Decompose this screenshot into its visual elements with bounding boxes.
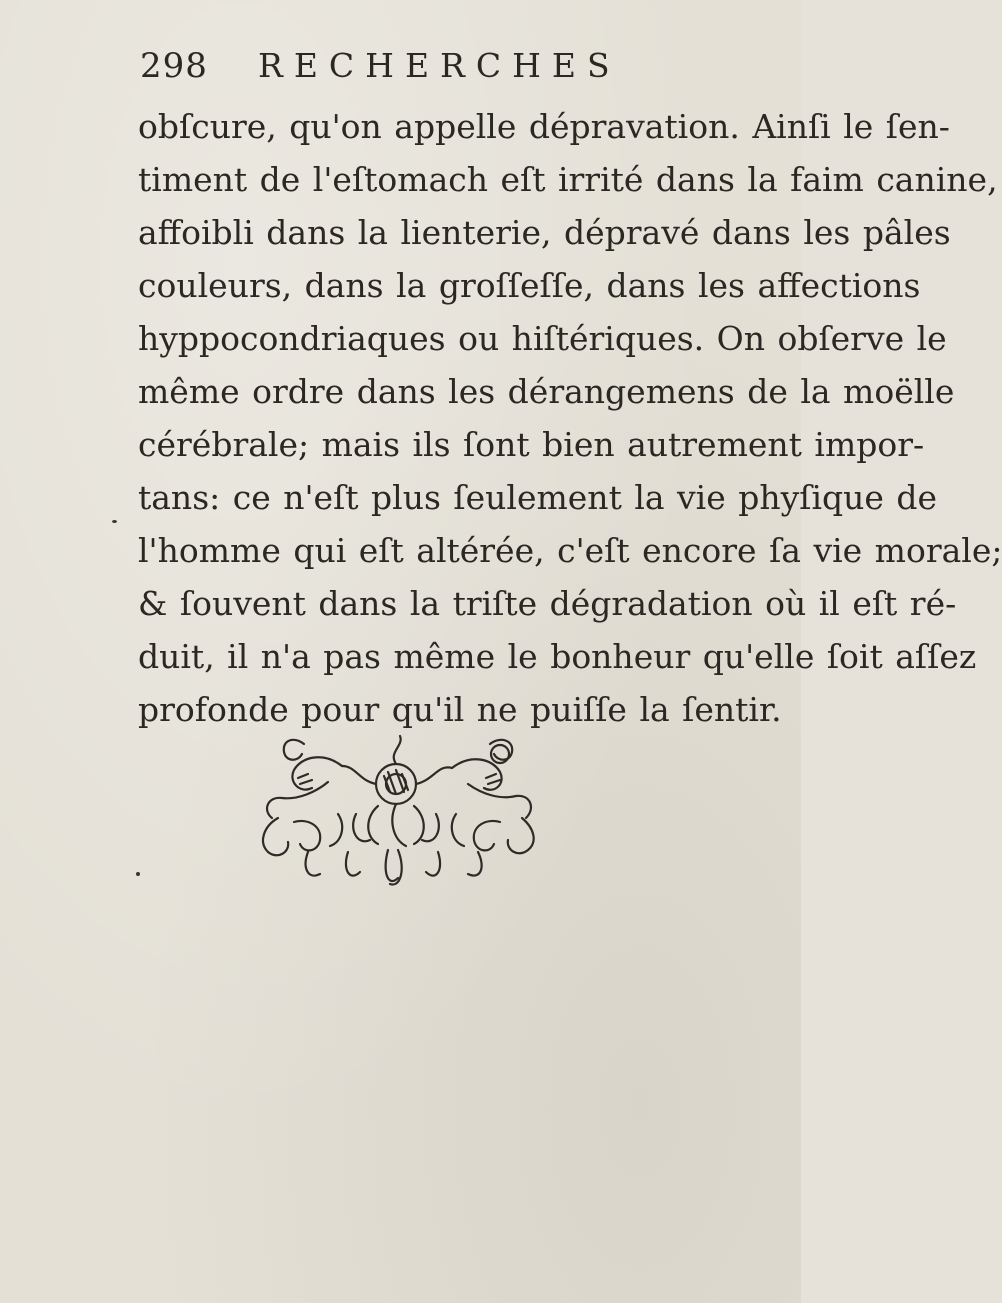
- body-text: [138, 100, 1002, 736]
- text-line: obſcure, qu'on appelle dépravation. Ainſi le ſen-: [138, 107, 950, 146]
- text-line: cérébrale; mais ils ſont bien autrement impor-: [138, 425, 925, 464]
- text-line: timent de l'eſtomach eſt irrité dans la faim canine,: [138, 160, 998, 199]
- print-speck: [112, 520, 117, 523]
- page-number: 298: [140, 46, 208, 86]
- text-line: même ordre dans les dérangemens de la moëlle: [138, 372, 955, 411]
- text-line: hyppocondriaques ou hiſtériques. On obſerve le: [138, 319, 947, 358]
- text-line: tans: ce n'eſt plus ſeulement la vie phyſique de: [138, 478, 938, 517]
- print-speck: [136, 872, 140, 876]
- running-head: RECHERCHES: [258, 46, 621, 85]
- text-line: l'homme qui eſt altérée, c'eſt encore ſa vie morale;: [138, 531, 1002, 570]
- text-line: duit, il n'a pas même le bonheur qu'elle ſoit aſſez: [138, 637, 977, 676]
- page-header: [140, 38, 740, 98]
- floral-tailpiece-icon: [238, 722, 554, 962]
- text-line: couleurs, dans la groſſeſſe, dans les affections: [138, 266, 921, 305]
- text-line-last: profonde pour qu'il ne puiſſe la ſentir.: [138, 690, 782, 729]
- text-line: & ſouvent dans la triſte dégradation où il eſt ré-: [138, 584, 957, 623]
- text-line: affoibli dans la lienterie, dépravé dans les pâles: [138, 213, 951, 252]
